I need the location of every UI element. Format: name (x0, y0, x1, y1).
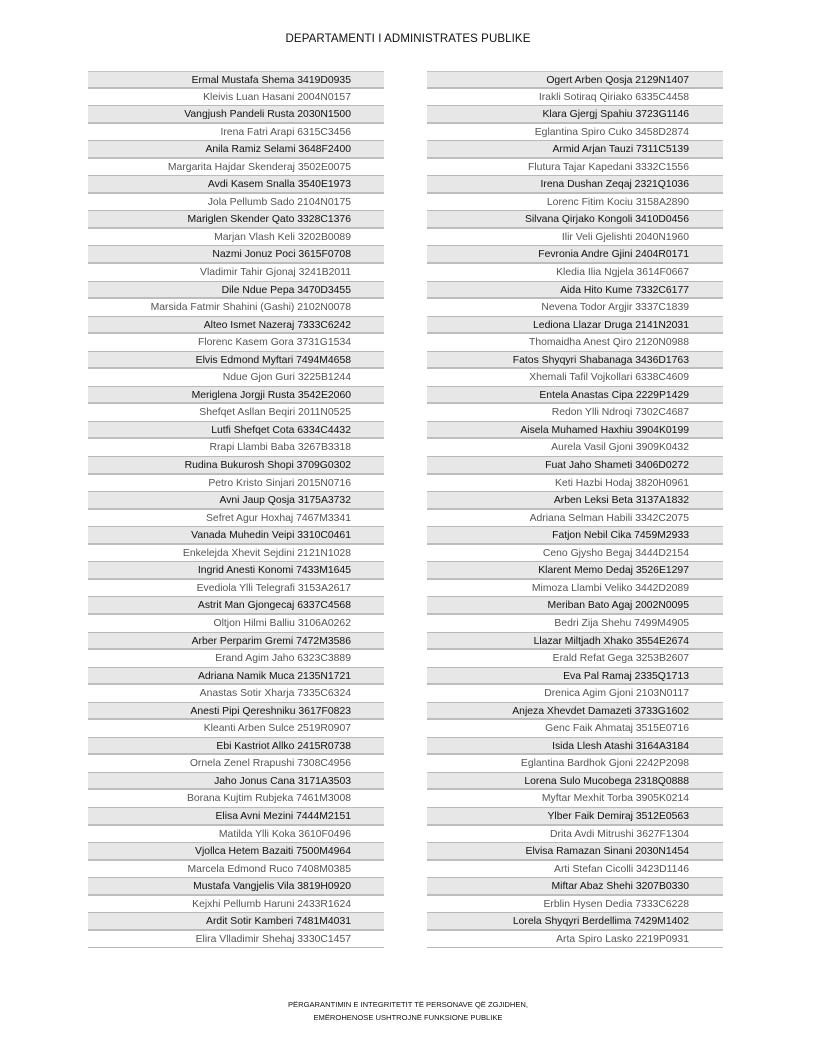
list-item: Jaho Jonus Cana 3171A3503 (88, 773, 384, 791)
list-item: Kejxhi Pellumb Haruni 2433R1624 (88, 896, 384, 914)
list-item: Evediola Ylli Telegrafi 3153A2617 (88, 580, 384, 598)
list-item: Ermal Mustafa Shema 3419D0935 (88, 71, 384, 89)
list-item: Entela Anastas Cipa 2229P1429 (427, 387, 723, 405)
list-item: Sefret Agur Hoxhaj 7467M3341 (88, 510, 384, 528)
list-item: Fatos Shyqyri Shabanaga 3436D1763 (427, 352, 723, 370)
list-item: Ylber Faik Demiraj 3512E0563 (427, 808, 723, 826)
list-item: Aisela Muhamed Haxhiu 3904K0199 (427, 422, 723, 440)
list-item: Mustafa Vangjelis Vila 3819H0920 (88, 878, 384, 896)
list-item: Arti Stefan Cicolli 3423D1146 (427, 861, 723, 879)
list-item: Mariglen Skender Qato 3328C1376 (88, 211, 384, 229)
list-item: Isida Llesh Atashi 3164A3184 (427, 738, 723, 756)
list-item: Lediona Llazar Druga 2141N2031 (427, 317, 723, 335)
list-item: Lorena Sulo Mucobega 2318Q0888 (427, 773, 723, 791)
list-item: Erald Refat Gega 3253B2607 (427, 650, 723, 668)
list-item: Miftar Abaz Shehi 3207B0330 (427, 878, 723, 896)
list-item: Alteo Ismet Nazeraj 7333C6242 (88, 317, 384, 335)
list-item: Adriana Namik Muca 2135N1721 (88, 668, 384, 686)
list-item: Meriglena Jorgji Rusta 3542E2060 (88, 387, 384, 405)
list-item: Elvisa Ramazan Sinani 2030N1454 (427, 843, 723, 861)
list-item: Eva Pal Ramaj 2335Q1713 (427, 668, 723, 686)
footer-line-1: PËRGARANTIMIN E INTEGRITETIT TË PERSONAVE QË ZGJIDHEN, (287, 1000, 529, 1009)
list-item: Marcela Edmond Ruco 7408M0385 (88, 861, 384, 879)
list-item: Vangjush Pandeli Rusta 2030N1500 (88, 106, 384, 124)
list-item: Lutfi Shefqet Cota 6334C4432 (88, 422, 384, 440)
list-item: Xhemali Tafil Vojkollari 6338C4609 (427, 369, 723, 387)
left-name-list (88, 71, 384, 948)
list-item: Elira Vlladimir Shehaj 3330C1457 (88, 931, 384, 949)
list-item: Ingrid Anesti Konomi 7433M1645 (88, 562, 384, 580)
list-item: Flutura Tajar Kapedani 3332C1556 (427, 159, 723, 177)
list-item: Anastas Sotir Xharja 7335C6324 (88, 685, 384, 703)
list-item: Marsida Fatmir Shahini (Gashi) 2102N0078 (88, 299, 384, 317)
list-item: Fatjon Nebil Cika 7459M2933 (427, 527, 723, 545)
footer-line-2: EMËROHENOSE USHTROJNË FUNKSIONE PUBLIKE (313, 1013, 503, 1022)
list-item: Shefqet Asllan Beqiri 2011N0525 (88, 404, 384, 422)
list-item: Irena Dushan Zeqaj 2321Q1036 (427, 176, 723, 194)
list-item: Klara Gjergj Spahiu 3723G1146 (427, 106, 723, 124)
list-item: Genc Faik Ahmataj 3515E0716 (427, 720, 723, 738)
list-item: Vanada Muhedin Veipi 3310C0461 (88, 527, 384, 545)
list-item: Adriana Selman Habili 3342C2075 (427, 510, 723, 528)
list-item: Silvana Qirjako Kongoli 3410D0456 (427, 211, 723, 229)
list-item: Elisa Avni Mezini 7444M2151 (88, 808, 384, 826)
list-item: Erand Agim Jaho 6323C3889 (88, 650, 384, 668)
list-item: Petro Kristo Sinjari 2015N0716 (88, 475, 384, 493)
list-item: Drenica Agim Gjoni 2103N0117 (427, 685, 723, 703)
list-item: Astrit Man Gjongecaj 6337C4568 (88, 597, 384, 615)
list-item: Ebi Kastriot Allko 2415R0738 (88, 738, 384, 756)
list-item: Arta Spiro Lasko 2219P0931 (427, 931, 723, 949)
list-item: Enkelejda Xhevit Sejdini 2121N1028 (88, 545, 384, 563)
list-item: Ardit Sotir Kamberi 7481M4031 (88, 913, 384, 931)
list-item: Avni Jaup Qosja 3175A3732 (88, 492, 384, 510)
list-item: Ogert Arben Qosja 2129N1407 (427, 71, 723, 89)
list-item: Lorenc Fitim Kociu 3158A2890 (427, 194, 723, 212)
list-item: Ornela Zenel Rrapushi 7308C4956 (88, 755, 384, 773)
list-item: Myftar Mexhit Torba 3905K0214 (427, 790, 723, 808)
list-item: Meriban Bato Agaj 2002N0095 (427, 597, 723, 615)
list-item: Klarent Memo Dedaj 3526E1297 (427, 562, 723, 580)
list-item: Rudina Bukurosh Shopi 3709G0302 (88, 457, 384, 475)
list-item: Vjollca Hetem Bazaiti 7500M4964 (88, 843, 384, 861)
list-item: Anesti Pipi Qereshniku 3617F0823 (88, 703, 384, 721)
list-item: Bedri Zija Shehu 7499M4905 (427, 615, 723, 633)
list-item: Redon Ylli Ndroqi 7302C4687 (427, 404, 723, 422)
list-item: Aurela Vasil Gjoni 3909K0432 (427, 439, 723, 457)
list-item: Elvis Edmond Myftari 7494M4658 (88, 352, 384, 370)
list-item: Margarita Hajdar Skenderaj 3502E0075 (88, 159, 384, 177)
list-item: Mimoza Llambi Veliko 3442D2089 (427, 580, 723, 598)
page-footer (0, 998, 816, 1024)
list-item: Jola Pellumb Sado 2104N0175 (88, 194, 384, 212)
list-item: Ceno Gjysho Begaj 3444D2154 (427, 545, 723, 563)
list-item: Matilda Ylli Koka 3610F0496 (88, 826, 384, 844)
list-item: Anjeza Xhevdet Damazeti 3733G1602 (427, 703, 723, 721)
list-item: Arben Leksi Beta 3137A1832 (427, 492, 723, 510)
list-item: Nevena Todor Argjir 3337C1839 (427, 299, 723, 317)
list-item: Nazmi Jonuz Poci 3615F0708 (88, 246, 384, 264)
list-item: Aida Hito Kume 7332C6177 (427, 282, 723, 300)
page-title: DEPARTAMENTI I ADMINISTRATES PUBLIKE (285, 33, 531, 45)
list-item: Kledia Ilia Ngjela 3614F0667 (427, 264, 723, 282)
list-item: Drita Avdi Mitrushi 3627F1304 (427, 826, 723, 844)
list-item: Anila Ramiz Selami 3648F2400 (88, 141, 384, 159)
list-item: Marjan Vlash Keli 3202B0089 (88, 229, 384, 247)
list-item: Armid Arjan Tauzi 7311C5139 (427, 141, 723, 159)
list-item: Avdi Kasem Snalla 3540E1973 (88, 176, 384, 194)
list-item: Keti Hazbi Hodaj 3820H0961 (427, 475, 723, 493)
list-item: Erblin Hysen Dedia 7333C6228 (427, 896, 723, 914)
list-item: Arber Perparim Gremi 7472M3586 (88, 633, 384, 651)
list-item: Fuat Jaho Shameti 3406D0272 (427, 457, 723, 475)
list-item: Dile Ndue Pepa 3470D3455 (88, 282, 384, 300)
list-item: Eglantina Bardhok Gjoni 2242P2098 (427, 755, 723, 773)
list-item: Florenc Kasem Gora 3731G1534 (88, 334, 384, 352)
list-item: Lorela Shyqyri Berdellima 7429M1402 (427, 913, 723, 931)
list-item: Borana Kujtim Rubjeka 7461M3008 (88, 790, 384, 808)
list-item: Eglantina Spiro Cuko 3458D2874 (427, 124, 723, 142)
list-item: Thomaidha Anest Qiro 2120N0988 (427, 334, 723, 352)
list-item: Kleanti Arben Sulce 2519R0907 (88, 720, 384, 738)
list-item: Fevronia Andre Gjini 2404R0171 (427, 246, 723, 264)
list-item: Oltjon Hilmi Balliu 3106A0262 (88, 615, 384, 633)
right-name-list (427, 71, 723, 948)
list-item: Ilir Veli Gjelishti 2040N1960 (427, 229, 723, 247)
list-item: Irena Fatri Arapi 6315C3456 (88, 124, 384, 142)
list-item: Irakli Sotiraq Qiriako 6335C4458 (427, 89, 723, 107)
list-item: Vladimir Tahir Gjonaj 3241B2011 (88, 264, 384, 282)
list-item: Llazar Miltjadh Xhako 3554E2674 (427, 633, 723, 651)
list-item: Kleivis Luan Hasani 2004N0157 (88, 89, 384, 107)
list-item: Rrapi Llambi Baba 3267B3318 (88, 439, 384, 457)
list-item: Ndue Gjon Guri 3225B1244 (88, 369, 384, 387)
